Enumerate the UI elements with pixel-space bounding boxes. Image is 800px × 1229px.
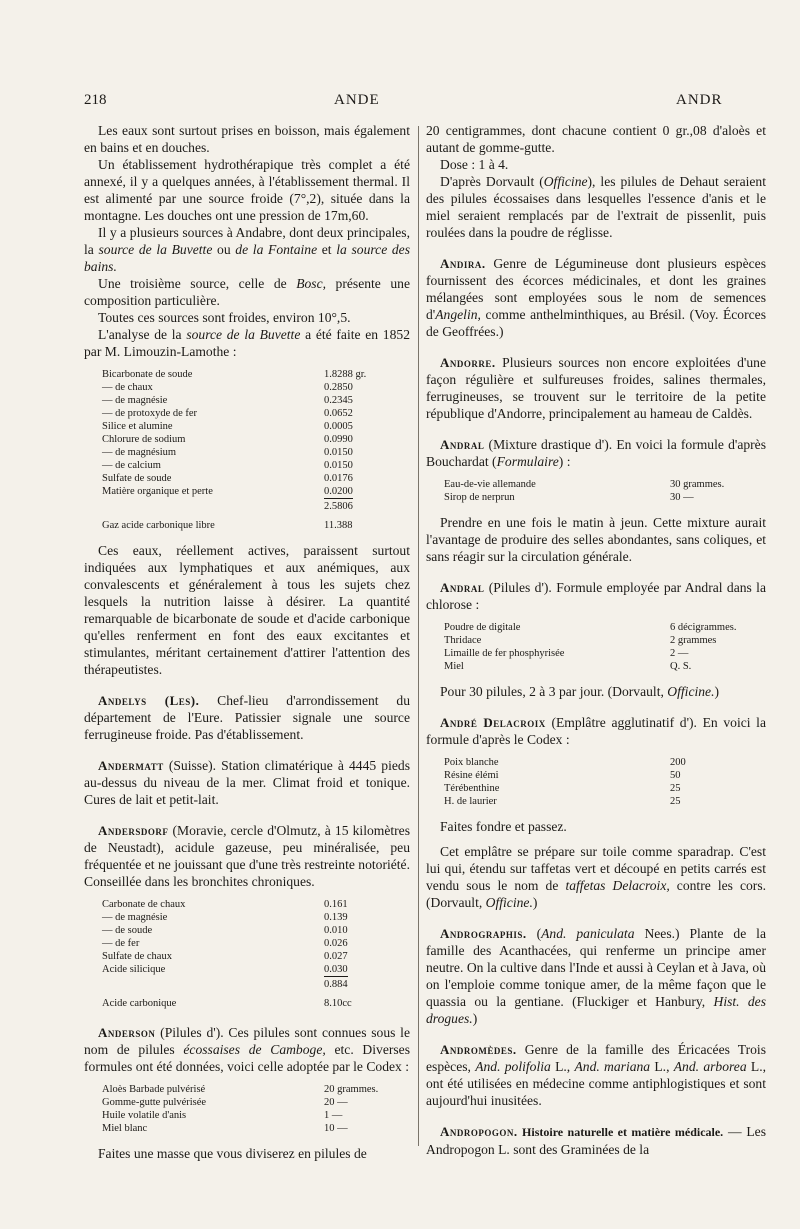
ingredient-name: Poudre de digitale [444,622,521,633]
entry-text: Nees.) Plante de la famille des Acanthacées, qui renferme un principe amer neutre. On la cultive dans l'Inde et aussi à Ceylan et à Java, où on l'emploie comme tonique amer, de la même façon que le quassia ou la gentiane. (Fluckiger et Hanbury, [426,926,766,1009]
paragraph [84,326,410,360]
entry-text: Genre de Légumineuse dont plusieurs espèces fournissent des écorces médicinales, et dont les graines mélangées sont employées sous le nom de semences d' [426,256,766,322]
ingredient-qty: 0.010 [324,925,348,936]
total-value: 0.884 [324,976,348,991]
table-row [444,478,724,491]
ingredient-qty: 0.0652 [324,408,353,419]
formula-table-andral-mixture [444,478,724,504]
text: Pour 30 pilules, 2 à 3 par jour. (Dorvault, [440,684,668,699]
table-row [102,368,366,381]
table-total-row [102,976,352,991]
ingredient-name: H. de laurier [444,796,497,807]
paragraph [426,683,766,700]
entry-text: ) : [558,454,571,469]
entry-text: (Pilules d'). Formule employée par Andral dans la chlorose : [426,580,766,612]
table-row [102,991,352,1010]
table-row [102,381,366,394]
table-row [102,911,352,924]
left-running-title: ANDE [334,92,380,108]
entry-andral-mixture [426,436,766,470]
ingredient-name: Acide silicique [102,964,166,975]
ingredient-name: — de protoxyde de fer [102,408,198,419]
italic-text: Hist. des drogues. [426,994,766,1026]
table-row [102,485,366,498]
entry-text: ( [526,926,542,941]
ingredient-qty: 6 décigrammes. [670,622,737,633]
ingredient-qty: 0.2345 [324,395,353,406]
italic-text: source de la Buvette [98,242,213,257]
entry-andromedes [426,1041,766,1109]
table-row [444,795,686,808]
entry-headword: Andermatt [98,758,164,773]
italic-text: source de la Buvette [186,327,301,342]
entry-text: L., [550,1059,575,1074]
table-row [444,491,724,504]
entry-text: etc. Diverses formules ont été données, voici celle adoptée par le Codex : [84,1042,410,1074]
entry-text: (Pilules d'). Ces pilules sont connues sous le nom de pilules [84,1025,410,1057]
paragraph: Dose : 1 à 4. [440,157,509,172]
entry-text: (Emplâtre agglutinatif d'). En voici la formule d'après le Codex : [426,715,766,747]
italic-text: écossaises de Camboge, [183,1042,326,1057]
entry-text: Genre de la famille des Éricacées Trois espèces, [426,1042,766,1074]
ingredient-qty: 8.10cc [324,998,352,1009]
table-row [102,394,366,407]
ingredient-name: Limaille de fer phosphyrisée [444,648,565,659]
page-header [84,92,764,112]
text: ) [532,895,538,910]
italic-text: And. polifolia [475,1059,551,1074]
table-row [102,459,366,472]
entry-andre-delacroix [426,714,766,748]
ingredient-name: Chlorure de sodium [102,434,186,445]
formula-table-anderson [102,1083,378,1135]
ingredient-qty: 1 — [324,1110,343,1121]
ingredient-name: — de magnésie [102,912,168,923]
entry-headword: Andral [440,437,485,452]
paragraph: Toutes ces sources sont froides, environ 10°,5. [98,310,351,325]
ingredient-qty: Q. S. [670,661,692,672]
table-row [102,898,352,911]
ingredient-qty: 0.0005 [324,421,353,432]
entry-headword: Andorre. [440,355,496,370]
entry-headword: Andersdorf [98,823,169,838]
text: Cet emplâtre se prépare sur toile comme sparadrap. C'est lui qui, étendu sur taffetas vert et découpé en petits carrés est vendu sous le nom de [426,844,766,893]
entry-text: comme anthelminthiques, au Brésil. (Voy. Écorces de Geoffrées.) [426,307,766,339]
ingredient-name: Carbonate de chaux [102,899,186,910]
ingredient-qty: 25 [670,783,681,794]
table-row [102,446,366,459]
ingredient-name: Miel [444,661,464,672]
entry-andrographis [426,925,766,1027]
entry-andropogon [426,1123,766,1158]
table-row [102,420,366,433]
ingredient-name: — de fer [102,938,140,949]
ingredient-qty: 25 [670,796,681,807]
italic-text: And. arborea [673,1059,747,1074]
italic-text: Bosc, [296,276,327,291]
ingredient-qty: 20 grammes. [324,1084,379,1095]
text: ) [714,684,720,699]
ingredient-qty: 10 — [324,1123,348,1134]
ingredient-name: — de soude [102,925,153,936]
ingredient-name: Bicarbonate de soude [102,369,193,380]
entry-headword: Andelys (Les). [98,693,200,708]
ingredient-qty: 0.026 [324,938,348,949]
paragraph: Faites une masse que vous diviserez en pilules de [98,1146,367,1161]
paragraph: Les eaux sont surtout prises en boisson, mais également en bains et en douches. [84,123,410,155]
text: et [317,242,337,257]
entry-andorre [426,354,766,422]
text: ou [212,242,236,257]
ingredient-qty: 0.0150 [324,447,353,458]
italic-text: Officine. [485,895,533,910]
entry-text: Plusieurs sources non encore exploitées d'une façon régulière et sulfureuses froides, salines thermales, ferrugineuses, se trouvent sur le territoire de la petite république d'Andorre, principalement au hameau de Caldès. [426,355,766,421]
ingredient-name: — de chaux [102,382,153,393]
entry-headword: Andromèdes. [440,1042,517,1057]
ingredient-name: Sulfate de soude [102,473,172,484]
ingredient-name: Eau-de-vie allemande [444,479,536,490]
table-row [444,782,686,795]
entry-andermatt [84,757,410,808]
entry-text: ) [472,1011,478,1026]
text: a été faite en 1852 par M. Limouzin-Lamothe : [84,327,410,359]
table-row [444,660,736,673]
entry-text: — Les Andropogon L. sont des Graminées de la [426,1124,766,1157]
entry-andersdorf [84,822,410,890]
entry-text: (Moravie, cercle d'Olmutz, à 15 kilomètres de Neustadt), acidule gazeuse, peu minéralisée, peu fréquentée et ne jouissant que d'une très restreinte notoriété. Conseillée dans les bronchites chroniques. [84,823,410,889]
entry-andelys [84,692,410,743]
ingredient-name: Matière organique et perte [102,486,213,497]
ingredient-qty: 50 [670,770,681,781]
entry-text: L., ont été utilisées en médecine comme antiphlogistiques et sont aujourd'hui inusitées. [426,1059,766,1108]
entry-text: (Mixture drastique d'). En voici la formule d'après Bouchardat ( [426,437,766,469]
right-running-title: ANDR [676,92,723,108]
entry-headword: Andral [440,580,485,595]
ingredient-name: Gomme-gutte pulvérisée [102,1097,207,1108]
table-row [444,756,686,769]
total-value: 2.5806 [324,498,353,513]
ingredient-qty: 30 grammes. [670,479,725,490]
italic-text: And. mariana [574,1059,651,1074]
ingredient-name: Résine élémi [444,770,499,781]
italic-text: And. paniculata [541,926,635,941]
paragraph: Un établissement hydrothérapique très complet a été annexé, il y a quelques années, à l'établissement thermal. Il est alimenté par une source froide (7°,2), située dans la montagne. Les douches ont une pression de 17m,60. [84,157,410,223]
entry-headword: Andira. [440,256,486,271]
entry-text: Chef-lieu d'arrondissement du département de l'Eure. Patissier signale une source ferrugineuse froide. Pas d'établissement. [84,693,410,742]
text: ), les pilules de Dehaut seraient des pilules écossaises dans lesquelles l'essence d'anis et le miel seraient remplacés par de l'extrait de pissenlit, puis roulées dans la poudre de réglisse. [426,174,766,240]
ingredient-qty: 2 — [670,648,689,659]
table-row [102,924,352,937]
table-row [102,963,352,976]
ingredient-name: Gaz acide carbonique libre [102,520,215,531]
text: L'analyse de la [98,327,187,342]
table-total-row [102,498,366,513]
text: Une troisième source, celle de [98,276,297,291]
column-divider [418,126,419,1146]
table-row [102,513,366,532]
text: Il y a plusieurs sources à Andabre, dont deux principales, la [84,225,410,257]
table-row [102,407,366,420]
ingredient-qty: 0.030 [324,964,348,975]
table-row [102,950,352,963]
page-number: 218 [84,92,107,108]
ingredient-qty: 0.0990 [324,434,353,445]
table-row [102,1109,378,1122]
text: D'après Dorvault ( [440,174,544,189]
paragraph: Ces eaux, réellement actives, paraissent surtout indiquées aux lymphatiques et aux anémiques, aux convalescents et généralement à tous les sujets chez lesquels la nutrition laisse à désirer. La quantité remarquable de bicarbonate de soude et d'acide carbonique qu'elles renferment en font des eaux excitantes et stimulantes, méritant certainement d'attirer l'attention des thérapeutistes. [84,543,410,677]
ingredient-name: Poix blanche [444,757,499,768]
ingredient-name: — de magnésium [102,447,177,458]
ingredient-qty: 0.027 [324,951,348,962]
paragraph [426,173,766,241]
table-row [444,769,686,782]
ingredient-name: Thridace [444,635,482,646]
text: présente une composition particulière. [84,276,410,308]
table-row [102,1096,378,1109]
italic-text: Angelin, [435,307,481,322]
ingredient-qty: 20 — [324,1097,348,1108]
right-column [426,122,766,1158]
paragraph [426,843,766,911]
formula-table-andre-delacroix [444,756,686,808]
ingredient-name: Aloès Barbade pulvérisé [102,1084,206,1095]
paragraph: Prendre en une fois le matin à jeun. Cette mixture aurait l'avantage de produire des selles abondantes, sans coliques, et sans réagir sur la circulation générale. [426,515,766,564]
table-row [444,634,736,647]
ingredient-qty: 0.0200 [324,486,353,497]
paragraph: 20 centigrammes, dont chacune contient 0 gr.,08 d'aloès et autant de gomme-gutte. [426,123,766,155]
entry-headword: André Delacroix [440,715,546,730]
ingredient-qty: 200 [670,757,686,768]
ingredient-name: Sulfate de chaux [102,951,172,962]
formula-table-andral-pills [444,621,736,673]
ingredient-qty: 0.0176 [324,473,353,484]
table-row [102,433,366,446]
paragraph: Faites fondre et passez. [440,819,567,834]
table-row [102,472,366,485]
table-row [102,1083,378,1096]
ingredient-name: Térébenthine [444,783,500,794]
ingredient-qty: 30 — [670,492,694,503]
ingredient-qty: 0.0150 [324,460,353,471]
ingredient-qty: 11.388 [324,520,353,531]
table-row [102,937,352,950]
analysis-table-buvette [102,368,366,532]
left-column [84,122,410,1162]
ingredient-qty: 2 grammes [670,635,717,646]
entry-andral-pills [426,579,766,613]
table-row [444,621,736,634]
entry-subheading: Histoire naturelle et matière médicale. [517,1125,724,1139]
italic-text: la source des bains. [84,242,411,274]
italic-text: de la Fontaine [235,242,318,257]
entry-text: (Suisse). Station climatérique à 4445 pieds au-dessus du niveau de la mer. Climat froid et tonique. Cures de lait et petit-lait. [84,758,410,807]
paragraph [84,275,410,309]
ingredient-name: Silice et alumine [102,421,173,432]
paragraph [84,224,410,275]
entry-headword: Anderson [98,1025,156,1040]
italic-text: Officine. [667,684,715,699]
ingredient-name: — de magnésie [102,395,168,406]
ingredient-name: Sirop de nerprun [444,492,515,503]
entry-andira [426,255,766,340]
entry-headword: Andropogon. [440,1124,518,1139]
ingredient-qty: 1.8288 gr. [324,369,367,380]
ingredient-qty: 0.161 [324,899,348,910]
entry-anderson [84,1024,410,1075]
ingredient-name: Huile volatile d'anis [102,1110,187,1121]
italic-text: taffetas Delacroix, [565,878,670,893]
text: contre les cors. (Dorvault, [426,878,767,910]
ingredient-qty: 0.2850 [324,382,353,393]
ingredient-name: Acide carbonique [102,998,177,1009]
entry-headword: Andrographis. [440,926,527,941]
italic-text: Formulaire [496,454,559,469]
table-row [444,647,736,660]
analysis-table-andersdorf [102,898,352,1010]
ingredient-qty: 0.139 [324,912,348,923]
ingredient-name: — de calcium [102,460,161,471]
ingredient-name: Miel blanc [102,1123,148,1134]
table-row [102,1122,378,1135]
italic-text: Officine [543,174,588,189]
entry-text: L., [650,1059,674,1074]
